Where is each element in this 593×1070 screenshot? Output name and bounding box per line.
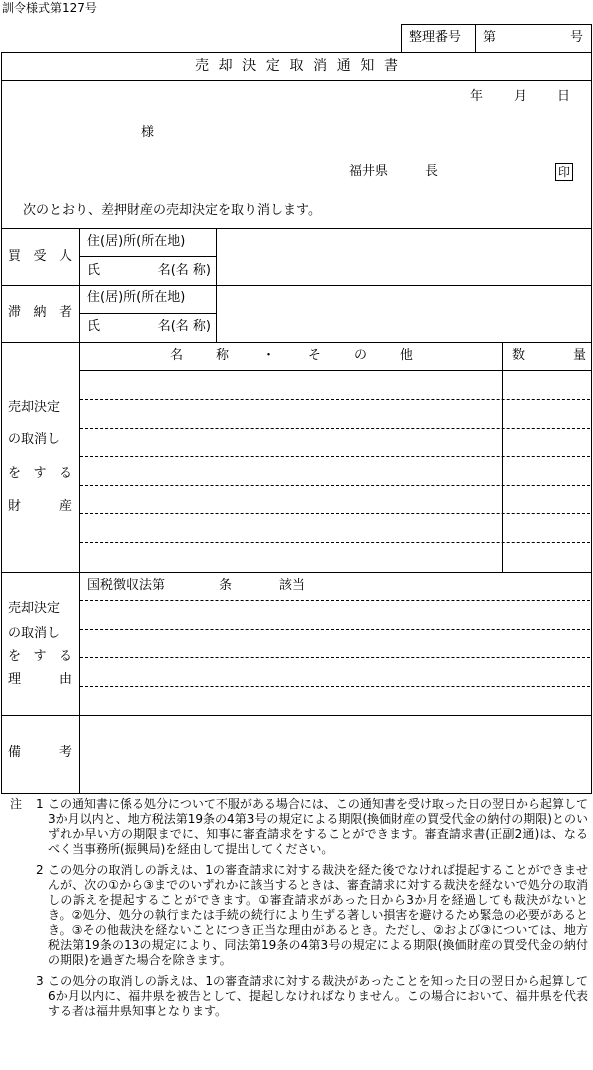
seal-mark: 印	[555, 163, 573, 181]
buyer-name-label: 氏 名(名 称)	[87, 263, 211, 278]
statement: 次のとおり、差押財産の売却決定を取り消します。	[23, 203, 321, 218]
taxpayer-label: 滞 納 者	[8, 305, 72, 320]
taxpayer-address-label: 住(居)所(所在地)	[87, 290, 186, 305]
title-char: 書	[384, 58, 398, 74]
reference-number-suffix: 号	[570, 30, 584, 45]
title-char: 消	[313, 58, 328, 74]
issuer-title: 長	[425, 164, 439, 179]
issuer-name: 福井県	[349, 164, 389, 179]
title-char: 却	[218, 58, 233, 74]
property-column-name: 名 称 ・ そ の 他	[170, 348, 413, 363]
note-text: この処分の取消しの訴えは、1の審査請求に対する裁決があったことを知った日の翌日から起算して6か月以内に、福井県を被告として、提起しなければなりません。この場合において、福井県を代表する者は福井県知事となります。	[48, 974, 588, 1018]
property-label-line3: を す る	[8, 466, 72, 481]
date-day: 日	[557, 89, 571, 104]
note-number: 2	[36, 863, 44, 877]
title-char: 取	[289, 58, 304, 74]
reason-law-applies: 該当	[279, 578, 306, 593]
date-month: 月	[514, 89, 528, 104]
reason-label-line2: の取消し	[8, 626, 61, 641]
note-text: この処分の取消しの訴えは、1の審査請求に対する裁決を経た後でなければ提起することができませんが、次の①から③までのいずれかに該当するときは、審査請求に対する裁決を経ないで処分の取消しの訴えを提起することができます。①審査請求があった日から3か月を経過しても裁決がないとき。②処分、処分の執行または手続の続行により生ずる著しい損害を避けるため緊急の必要があるとき。③その他裁決を経ないことにつき正当な理由があるとき。ただし、②および③については、地方税法第19条の13の規定により、同法第19条の4第3号の規定による期限(換価財産の買受代金の納付の期限)を過ぎた場合を除きます。	[48, 863, 588, 967]
title-char: 通	[336, 58, 351, 74]
note-item	[10, 863, 588, 968]
date-year: 年	[470, 89, 484, 104]
form-number: 訓令様式第127号	[2, 1, 97, 15]
property-column-quantity: 数 量	[512, 348, 586, 363]
property-label-line4: 財 産	[8, 499, 72, 514]
title-char: 売	[195, 58, 209, 74]
reference-number-label: 整理番号	[409, 30, 462, 45]
property-label-line2: の取消し	[8, 432, 61, 447]
title-char: 決	[242, 58, 257, 74]
notes-section	[10, 797, 588, 1025]
reference-number-prefix: 第	[483, 30, 497, 45]
note-number: 3	[36, 974, 44, 988]
note-item	[10, 797, 588, 857]
taxpayer-name-label: 氏 名(名 称)	[87, 319, 211, 334]
title-char: 定	[265, 58, 280, 74]
remarks-label: 備 考	[8, 745, 72, 760]
title-char: 知	[360, 58, 375, 74]
reason-label-line3: を す る	[8, 649, 72, 664]
note-text: この通知書に係る処分について不服がある場合には、この通知書を受け取った日の翌日から起算して3か月以内と、地方税法第19条の4第3号の規定による期限(換価財産の買受代金の納付の期限)とのいずれか早い方の期限までに、知事に審査請求をすることができます。審査請求書(正副2通)は、なるべく当事務所(振興局)を経由して提出してください。	[48, 797, 588, 856]
property-label-line1: 売却決定	[8, 400, 61, 415]
buyer-label: 買 受 人	[8, 249, 72, 264]
reason-law-article: 条	[219, 578, 233, 593]
note-item	[10, 974, 588, 1019]
notes-heading: 注	[10, 797, 23, 811]
reason-label-line1: 売却決定	[8, 601, 61, 616]
reason-label-line4: 理 由	[8, 672, 72, 687]
addressee-suffix: 様	[141, 125, 155, 140]
note-number: 1	[36, 797, 44, 811]
reason-law-prefix: 国税徴収法第	[87, 578, 166, 593]
buyer-address-label: 住(居)所(所在地)	[87, 234, 186, 249]
document-title	[195, 59, 398, 73]
